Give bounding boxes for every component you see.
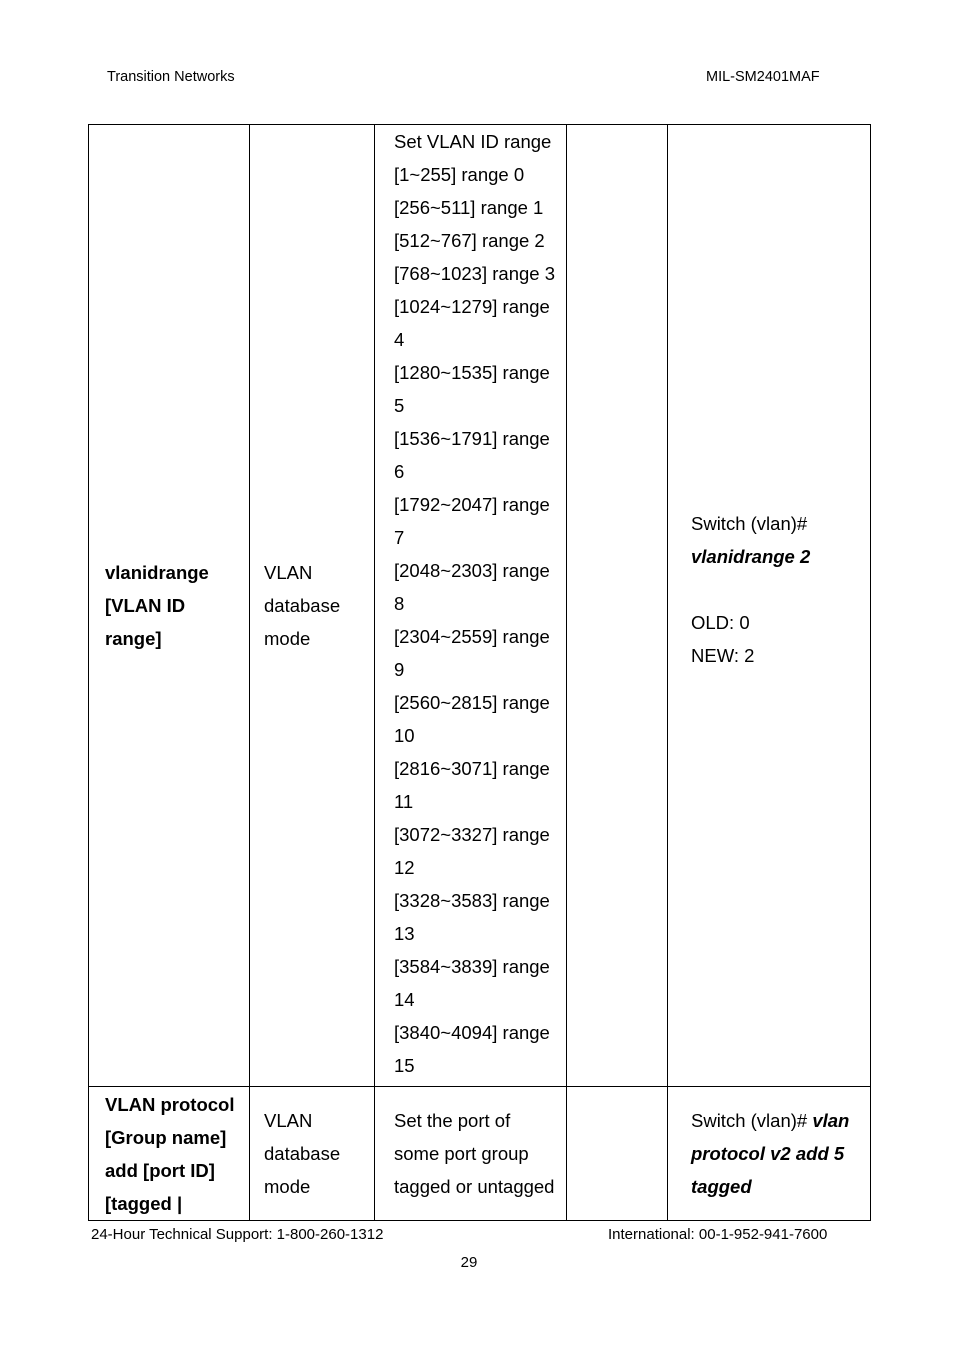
cell-line: [2816~3071] range (394, 758, 550, 779)
cell-line: tagged or untagged (394, 1176, 555, 1197)
cell-line: Set the port of (394, 1110, 511, 1131)
cell-line: [256~511] range 1 (394, 197, 544, 218)
cell-line: [1024~1279] range (394, 296, 550, 317)
cell-line: 12 (394, 857, 415, 878)
cell-line: some port group (394, 1143, 529, 1164)
command-cell (89, 125, 250, 1087)
cell-line: mode (264, 1176, 311, 1197)
cell-line: database (264, 595, 341, 616)
example-command: vlanidrange 2 (691, 545, 811, 567)
cell-line: [1~255] range 0 (394, 164, 525, 185)
cell-line: 7 (394, 527, 405, 548)
cell-line: 6 (394, 461, 405, 482)
command-cell (89, 1087, 250, 1221)
cell-line: [VLAN ID (105, 595, 186, 616)
table-row-vlan-protocol (89, 1087, 871, 1221)
cell-line: 13 (394, 923, 415, 944)
cell-line: 5 (394, 395, 405, 416)
mode-cell (250, 1087, 375, 1221)
cell-line: range] (105, 628, 162, 649)
footer-international: International: 00-1-952-941-7600 (608, 1226, 828, 1243)
example-cell (668, 1087, 871, 1221)
cell-line: vlanidrange (105, 562, 209, 583)
cell-line: Set VLAN ID range (394, 131, 552, 152)
cell-line: [3584~3839] range (394, 956, 550, 977)
description-cell (375, 1087, 567, 1221)
footer-support: 24-Hour Technical Support: 1-800-260-1312 (91, 1226, 384, 1243)
header-model: MIL-SM2401MAF (706, 69, 820, 85)
cell-line: [tagged | (105, 1192, 183, 1214)
page-number: 29 (460, 1254, 478, 1271)
header-company: Transition Networks (107, 69, 235, 85)
cell-line: [3840~4094] range (394, 1022, 550, 1043)
example-command-part: vlan (812, 1110, 850, 1131)
command-table (88, 124, 871, 1221)
cell-line: [Group name] (105, 1126, 227, 1148)
cell-line: [768~1023] range 3 (394, 263, 555, 284)
cell-line: 14 (394, 989, 415, 1010)
cell-line: [2304~2559] range (394, 626, 550, 647)
cell-line: VLAN (264, 562, 313, 583)
example-cell (668, 125, 871, 1087)
cell-line: 15 (394, 1055, 415, 1076)
empty-cell (567, 125, 668, 1087)
cell-line: [2560~2815] range (394, 692, 550, 713)
cell-line: 9 (394, 659, 405, 680)
cell-line: [3072~3327] range (394, 824, 550, 845)
cell-line: [512~767] range 2 (394, 230, 545, 251)
cell-line: VLAN (264, 1110, 313, 1131)
cell-line: add [port ID] (105, 1159, 215, 1181)
cell-line: 11 (394, 791, 414, 812)
cell-line: [3328~3583] range (394, 890, 550, 911)
example-prompt: Switch (vlan)# (691, 512, 808, 534)
cell-line: [2048~2303] range (394, 560, 550, 581)
cell-line: 10 (394, 725, 415, 746)
cell-line: 8 (394, 593, 405, 614)
cell-line: [1792~2047] range (394, 494, 550, 515)
example-command-part: tagged (691, 1176, 752, 1197)
cell-line: [1280~1535] range (394, 362, 550, 383)
cell-line: 4 (394, 329, 405, 350)
description-cell (375, 125, 567, 1087)
example-old: OLD: 0 (691, 611, 750, 633)
example-prompt: Switch (vlan)# (691, 1110, 808, 1131)
cell-line: mode (264, 628, 311, 649)
empty-cell (567, 1087, 668, 1221)
cell-line: VLAN protocol (105, 1093, 235, 1115)
cell-line: database (264, 1143, 341, 1164)
mode-cell (250, 125, 375, 1087)
table-row-vlanidrange (89, 125, 871, 1087)
cell-line: [1536~1791] range (394, 428, 550, 449)
example-command-part: protocol v2 add 5 (691, 1143, 845, 1164)
example-new: NEW: 2 (691, 644, 755, 666)
